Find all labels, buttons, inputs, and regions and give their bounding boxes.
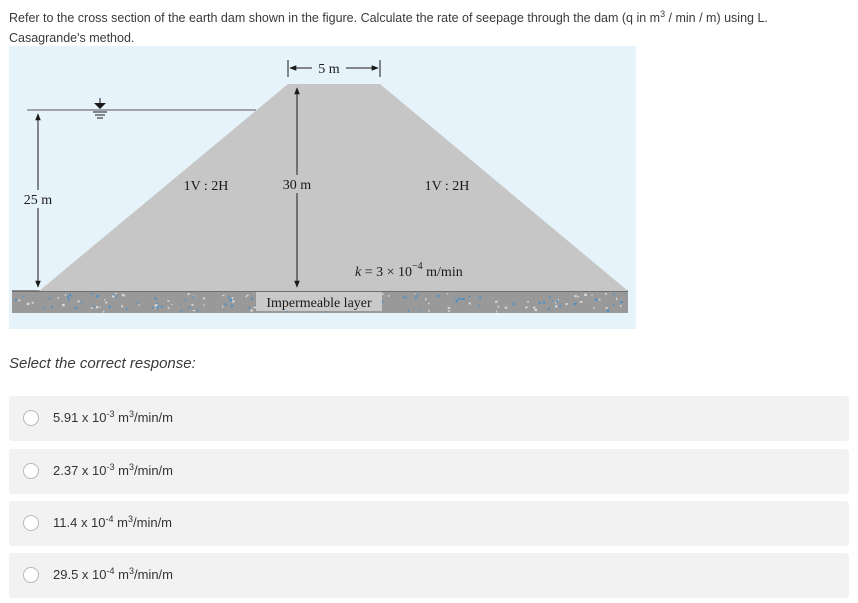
answer-option-2[interactable]: [9, 449, 849, 494]
dam-figure: [9, 46, 636, 329]
foundation-speckle: [222, 295, 224, 296]
foundation-speckle: [458, 298, 461, 300]
foundation-speckle: [115, 293, 117, 294]
permeability-symbol: k: [355, 265, 362, 280]
foundation-speckle: [616, 298, 617, 300]
foundation-speckle: [171, 304, 172, 305]
answer-option-4[interactable]: [9, 553, 849, 598]
foundation-speckle: [155, 308, 156, 309]
foundation-speckle: [180, 304, 181, 305]
foundation-speckle: [67, 296, 69, 298]
foundation-speckle: [549, 296, 550, 298]
foundation-speckle: [525, 306, 527, 308]
impermeable-layer-label: Impermeable layer: [266, 296, 372, 311]
crest-width-label: 5 m: [318, 62, 340, 77]
foundation-speckle: [180, 310, 182, 311]
foundation-speckle: [382, 294, 384, 295]
answer-option-label: 11.4 x $10^{-4}$ $m^3/\min/m$: [53, 514, 173, 530]
question-text: [9, 8, 844, 48]
foundation-speckle: [593, 307, 595, 308]
foundation-speckle: [77, 301, 80, 302]
foundation-speckle: [43, 307, 45, 308]
foundation-speckle: [152, 307, 154, 308]
foundation-speckle: [193, 296, 194, 297]
foundation-speckle: [415, 297, 418, 299]
foundation-speckle: [558, 299, 560, 300]
foundation-speckle: [58, 297, 59, 299]
foundation-speckle: [428, 310, 429, 312]
foundation-speckle: [561, 303, 562, 304]
foundation-speckle: [161, 306, 163, 308]
foundation-speckle: [543, 302, 546, 304]
foundation-speckle: [513, 303, 515, 305]
foundation-speckle: [232, 300, 234, 302]
foundation-speckle: [23, 295, 25, 297]
foundation-speckle: [605, 293, 607, 295]
foundation-speckle: [479, 297, 481, 299]
foundation-speckle: [613, 293, 614, 295]
foundation-speckle: [81, 302, 83, 303]
foundation-speckle: [139, 304, 140, 306]
foundation-speckle: [121, 305, 123, 307]
radio-button-icon[interactable]: [23, 515, 39, 531]
foundation-speckle: [584, 294, 587, 297]
foundation-speckle: [116, 296, 117, 297]
foundation-speckle: [405, 298, 407, 299]
dam-cross-section-diagram: [9, 46, 636, 329]
dam-height-label: 30 m: [282, 178, 312, 193]
foundation-speckle: [203, 297, 205, 299]
foundation-speckle: [222, 306, 223, 308]
foundation-speckle: [403, 296, 406, 297]
foundation-speckle: [495, 301, 497, 303]
foundation-speckle: [229, 299, 232, 301]
foundation-speckle: [68, 299, 70, 301]
foundation-speckle: [498, 306, 500, 308]
foundation-speckle: [420, 310, 421, 311]
foundation-speckle: [167, 300, 169, 302]
question-text-part1: Refer to the cross section of the earth dam shown in the figure. Calculate the rate of seepage through the dam (q in m: [9, 11, 661, 25]
foundation-speckle: [505, 307, 508, 309]
foundation-speckle: [552, 301, 553, 302]
foundation-speckle: [185, 299, 187, 301]
foundation-speckle: [625, 293, 626, 294]
foundation-speckle: [548, 308, 550, 310]
foundation-speckle: [69, 294, 71, 296]
response-prompt: Select the correct response:: [9, 355, 196, 372]
foundation-speckle: [126, 308, 128, 310]
foundation-speckle: [122, 294, 125, 297]
answer-option-label: 2.37 x $10^{-3}$ $m^3/\min/m$: [53, 462, 173, 478]
foundation-speckle: [90, 293, 93, 294]
foundation-speckle: [103, 311, 104, 313]
foundation-speckle: [155, 297, 157, 299]
foundation-speckle: [100, 307, 102, 308]
foundation-speckle: [478, 305, 479, 306]
foundation-speckle: [254, 307, 257, 309]
foundation-speckle: [605, 307, 608, 308]
foundation-speckle: [168, 307, 170, 309]
foundation-speckle: [469, 295, 471, 297]
foundation-speckle: [249, 307, 250, 309]
foundation-speckle: [109, 306, 111, 308]
foundation-speckle: [32, 302, 34, 304]
foundation-speckle: [620, 305, 621, 307]
foundation-speckle: [496, 311, 497, 313]
answer-option-label: 5.91 x $10^{-3}$ $m^3/\min/m$: [53, 409, 173, 425]
foundation-speckle: [566, 303, 568, 305]
foundation-speckle: [231, 305, 233, 307]
radio-button-icon[interactable]: [23, 463, 39, 479]
foundation-speckle: [96, 306, 98, 308]
foundation-speckle: [246, 296, 248, 297]
permeability-exponent: −4: [412, 261, 423, 272]
foundation-speckle: [96, 295, 99, 297]
foundation-speckle: [448, 307, 451, 309]
foundation-speckle: [408, 310, 409, 312]
answer-option-1[interactable]: [9, 396, 849, 441]
foundation-speckle: [225, 303, 227, 305]
foundation-speckle: [535, 309, 538, 311]
foundation-speckle: [527, 301, 529, 302]
foundation-speckle: [193, 310, 196, 311]
foundation-speckle: [49, 298, 51, 300]
foundation-speckle: [437, 295, 440, 297]
foundation-speckle: [65, 294, 66, 296]
foundation-speckle: [112, 295, 115, 297]
foundation-speckle: [415, 293, 416, 294]
foundation-speckle: [250, 309, 252, 311]
foundation-speckle: [191, 304, 193, 306]
radio-button-icon[interactable]: [23, 567, 39, 583]
foundation-speckle: [188, 293, 190, 295]
foundation-speckle: [18, 300, 20, 302]
foundation-speckle: [105, 302, 107, 304]
upstream-slope-label: 1V : 2H: [183, 179, 229, 194]
foundation-speckle: [252, 298, 254, 300]
foundation-speckle: [533, 307, 535, 309]
foundation-speckle: [559, 305, 561, 307]
foundation-speckle: [137, 303, 139, 304]
foundation-speckle: [469, 303, 471, 305]
downstream-slope-label: 1V : 2H: [424, 179, 470, 194]
foundation-speckle: [574, 303, 577, 305]
foundation-speckle: [197, 310, 199, 311]
answer-option-3[interactable]: [9, 501, 849, 546]
foundation-speckle: [556, 301, 558, 303]
foundation-speckle: [425, 298, 426, 301]
foundation-speckle: [599, 299, 601, 301]
foundation-speckle: [72, 295, 73, 297]
foundation-speckle: [75, 307, 78, 309]
question-text-part2: / min / m) using L. Casagrande's method.: [9, 11, 768, 45]
foundation-speckle: [620, 301, 623, 303]
foundation-speckle: [92, 306, 95, 307]
dam-body: [39, 84, 628, 291]
foundation-speckle: [156, 303, 158, 304]
foundation-speckle: [27, 303, 30, 305]
foundation-speckle: [613, 304, 615, 305]
foundation-speckle: [104, 299, 105, 301]
foundation-speckle: [326, 311, 327, 313]
foundation-speckle: [455, 300, 458, 302]
foundation-speckle: [580, 301, 583, 303]
foundation-speckle: [577, 296, 578, 298]
foundation-speckle: [388, 295, 390, 297]
foundation-speckle: [555, 305, 557, 307]
foundation-speckle: [204, 304, 205, 306]
foundation-speckle: [591, 295, 593, 296]
foundation-speckle: [51, 306, 53, 308]
answer-option-label: 29.5 x $10^{-4}$ $m^3/\min/m$: [53, 566, 173, 582]
permeability-relation: = 3 × 10: [361, 265, 413, 280]
foundation-speckle: [228, 297, 230, 299]
foundation-speckle: [417, 294, 418, 296]
radio-button-icon[interactable]: [23, 410, 39, 426]
foundation-speckle: [62, 304, 65, 306]
water-level-icon: [93, 98, 107, 118]
foundation-speckle: [574, 295, 576, 297]
foundation-speckle: [91, 307, 94, 308]
foundation-speckle: [595, 299, 598, 301]
foundation-speckle: [155, 304, 158, 306]
foundation-speckle: [188, 307, 190, 308]
water-depth-label: 25 m: [23, 193, 53, 208]
foundation-speckle: [607, 310, 610, 312]
foundation-speckle: [447, 293, 449, 294]
foundation-speckle: [428, 303, 430, 304]
foundation-speckle: [462, 298, 465, 300]
foundation-speckle: [166, 302, 167, 303]
permeability-unit: m/min: [422, 265, 463, 280]
foundation-speckle: [448, 310, 450, 312]
foundation-speckle: [15, 299, 17, 301]
question-unit-exponent: 3: [660, 9, 666, 19]
foundation-speckle: [232, 297, 234, 299]
foundation-speckle: [538, 302, 541, 304]
